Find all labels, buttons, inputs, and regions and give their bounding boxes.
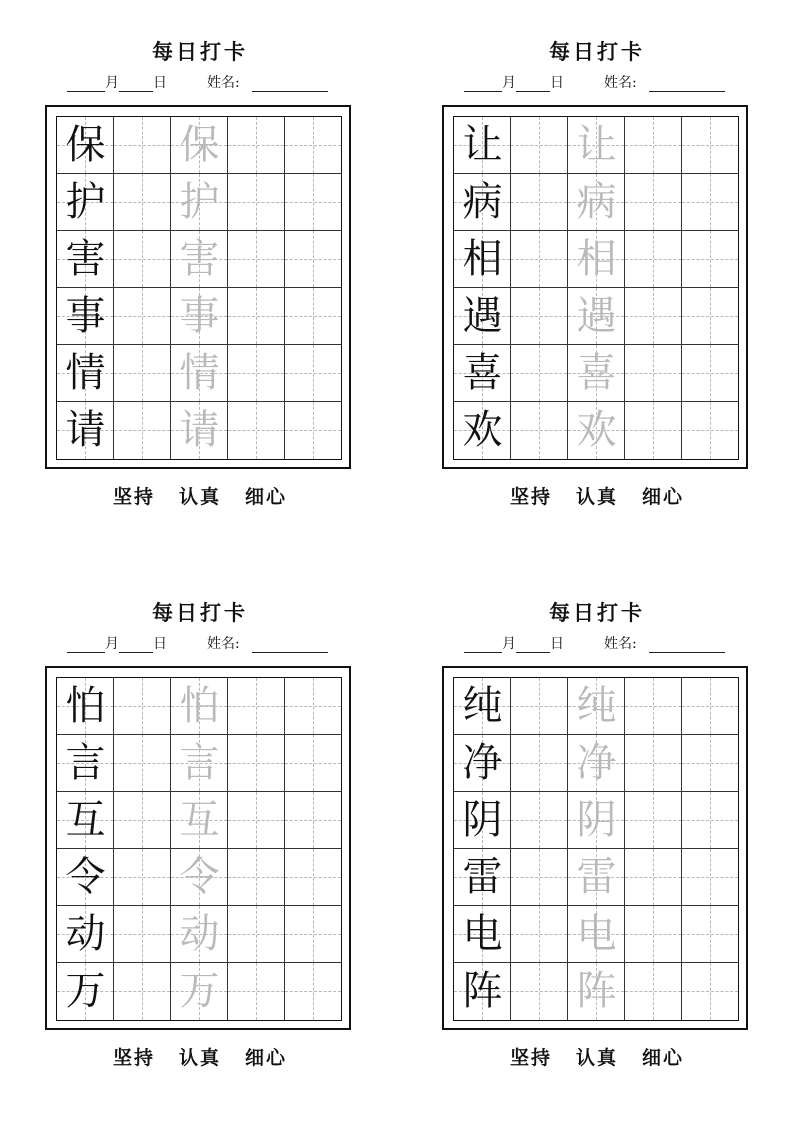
day-label: 日 <box>550 75 564 91</box>
practice-frame <box>442 105 748 469</box>
writing-cell[interactable] <box>625 906 682 963</box>
writing-cell[interactable] <box>114 288 171 345</box>
trace-character-cell[interactable] <box>171 117 228 174</box>
model-character-cell <box>57 735 114 792</box>
model-character: 相 <box>462 236 503 282</box>
practice-row <box>57 402 341 459</box>
writing-cell[interactable] <box>114 678 171 735</box>
model-character: 情 <box>65 350 106 396</box>
model-character: 言 <box>65 740 106 786</box>
writing-cell[interactable] <box>511 402 568 459</box>
trace-character: 事 <box>179 293 220 339</box>
writing-cell[interactable] <box>682 849 738 906</box>
model-character-cell <box>454 792 511 849</box>
model-character: 事 <box>65 293 106 339</box>
writing-cell[interactable] <box>228 231 285 288</box>
model-character: 阴 <box>462 797 503 843</box>
trace-character: 雷 <box>576 854 617 900</box>
model-character-cell <box>57 792 114 849</box>
writing-cell[interactable] <box>682 288 738 345</box>
writing-cell[interactable] <box>114 792 171 849</box>
writing-cell[interactable] <box>228 678 285 735</box>
writing-cell[interactable] <box>114 963 171 1020</box>
writing-cell[interactable] <box>625 402 682 459</box>
trace-character: 喜 <box>576 350 617 396</box>
card-title: 每日打卡 <box>549 600 645 625</box>
trace-character: 欢 <box>576 407 617 453</box>
day-label: 日 <box>153 636 167 652</box>
motto-word: 坚持 <box>509 486 552 508</box>
writing-cell[interactable] <box>511 288 568 345</box>
writing-cell[interactable] <box>511 678 568 735</box>
motto-word: 认真 <box>575 486 618 508</box>
model-character-cell <box>454 174 511 231</box>
writing-cell[interactable] <box>228 117 285 174</box>
model-character: 动 <box>65 911 106 957</box>
writing-cell[interactable] <box>114 117 171 174</box>
practice-row <box>57 735 341 792</box>
practice-row <box>454 963 738 1020</box>
writing-cell[interactable] <box>285 849 341 906</box>
writing-cell[interactable] <box>625 231 682 288</box>
writing-cell[interactable] <box>682 174 738 231</box>
writing-cell[interactable] <box>285 678 341 735</box>
model-character-cell <box>57 345 114 402</box>
writing-cell[interactable] <box>228 792 285 849</box>
practice-row <box>57 678 341 735</box>
practice-row <box>57 288 341 345</box>
trace-character-cell[interactable] <box>568 849 625 906</box>
practice-row <box>454 849 738 906</box>
date-name-line <box>67 633 328 653</box>
model-character: 让 <box>462 122 503 168</box>
writing-cell[interactable] <box>114 735 171 792</box>
model-character: 净 <box>462 740 503 786</box>
model-character: 雷 <box>462 854 503 900</box>
practice-frame <box>442 666 748 1030</box>
month-label: 月 <box>502 636 516 652</box>
practice-row <box>57 963 341 1020</box>
date-name-line <box>464 72 725 92</box>
practice-card <box>45 561 355 1081</box>
writing-cell[interactable] <box>625 174 682 231</box>
model-character: 欢 <box>462 407 503 453</box>
month-blank[interactable] <box>464 76 502 92</box>
model-character: 病 <box>462 179 503 225</box>
practice-card <box>45 0 355 520</box>
name-blank[interactable] <box>252 637 328 653</box>
writing-cell[interactable] <box>625 963 682 1020</box>
trace-character-cell[interactable] <box>568 231 625 288</box>
model-character: 万 <box>65 968 106 1014</box>
writing-cell[interactable] <box>682 906 738 963</box>
writing-cell[interactable] <box>285 174 341 231</box>
name-blank[interactable] <box>649 637 725 653</box>
trace-character: 护 <box>179 179 220 225</box>
practice-row <box>454 402 738 459</box>
model-character-cell <box>454 345 511 402</box>
month-label: 月 <box>105 636 119 652</box>
trace-character: 相 <box>576 236 617 282</box>
trace-character-cell[interactable] <box>171 174 228 231</box>
writing-cell[interactable] <box>511 792 568 849</box>
practice-row <box>57 174 341 231</box>
writing-cell[interactable] <box>625 117 682 174</box>
practice-row <box>454 678 738 735</box>
trace-character-cell[interactable] <box>568 963 625 1020</box>
motto-line <box>442 482 752 509</box>
day-blank[interactable] <box>119 76 153 92</box>
model-character: 害 <box>65 236 106 282</box>
motto-word: 坚持 <box>112 486 155 508</box>
practice-card <box>442 0 752 520</box>
writing-cell[interactable] <box>285 792 341 849</box>
trace-character-cell[interactable] <box>568 288 625 345</box>
tianzige-grid <box>453 677 739 1021</box>
tianzige-grid <box>453 116 739 460</box>
model-character: 纯 <box>462 683 503 729</box>
model-character: 遇 <box>462 293 503 339</box>
trace-character-cell[interactable] <box>171 906 228 963</box>
practice-row <box>454 117 738 174</box>
trace-character: 令 <box>179 854 220 900</box>
writing-cell[interactable] <box>228 174 285 231</box>
trace-character: 净 <box>576 740 617 786</box>
trace-character-cell[interactable] <box>171 288 228 345</box>
model-character: 阵 <box>462 968 503 1014</box>
writing-cell[interactable] <box>285 288 341 345</box>
writing-cell[interactable] <box>511 735 568 792</box>
model-character: 怕 <box>65 683 106 729</box>
trace-character-cell[interactable] <box>568 402 625 459</box>
model-character-cell <box>454 678 511 735</box>
model-character: 保 <box>65 122 106 168</box>
model-character: 护 <box>65 179 106 225</box>
practice-row <box>57 117 341 174</box>
trace-character-cell[interactable] <box>568 735 625 792</box>
trace-character: 纯 <box>576 683 617 729</box>
model-character-cell <box>454 906 511 963</box>
writing-cell[interactable] <box>625 792 682 849</box>
trace-character-cell[interactable] <box>171 963 228 1020</box>
model-character-cell <box>454 117 511 174</box>
trace-character: 电 <box>576 911 617 957</box>
name-label: 姓名: <box>207 75 240 91</box>
practice-card <box>442 561 752 1081</box>
writing-cell[interactable] <box>114 402 171 459</box>
trace-character-cell[interactable] <box>568 906 625 963</box>
trace-character-cell[interactable] <box>568 792 625 849</box>
practice-row <box>57 792 341 849</box>
writing-cell[interactable] <box>228 345 285 402</box>
writing-cell[interactable] <box>114 174 171 231</box>
trace-character-cell[interactable] <box>171 231 228 288</box>
trace-character: 情 <box>179 350 220 396</box>
trace-character: 保 <box>179 122 220 168</box>
trace-character-cell[interactable] <box>171 735 228 792</box>
writing-cell[interactable] <box>682 735 738 792</box>
writing-cell[interactable] <box>285 117 341 174</box>
writing-cell[interactable] <box>511 345 568 402</box>
practice-frame <box>45 105 351 469</box>
writing-cell[interactable] <box>285 963 341 1020</box>
practice-row <box>454 345 738 402</box>
trace-character-cell[interactable] <box>171 849 228 906</box>
model-character-cell <box>57 231 114 288</box>
writing-cell[interactable] <box>114 345 171 402</box>
model-character-cell <box>57 849 114 906</box>
writing-cell[interactable] <box>682 345 738 402</box>
model-character-cell <box>57 117 114 174</box>
writing-cell[interactable] <box>228 402 285 459</box>
practice-row <box>454 288 738 345</box>
tianzige-grid <box>56 116 342 460</box>
motto-word: 细心 <box>642 486 685 508</box>
month-label: 月 <box>502 75 516 91</box>
trace-character: 害 <box>179 236 220 282</box>
trace-character: 互 <box>179 797 220 843</box>
trace-character-cell[interactable] <box>568 117 625 174</box>
writing-cell[interactable] <box>228 735 285 792</box>
day-blank[interactable] <box>516 637 550 653</box>
month-blank[interactable] <box>464 637 502 653</box>
writing-cell[interactable] <box>511 906 568 963</box>
practice-row <box>454 174 738 231</box>
motto-word: 细心 <box>642 1047 685 1069</box>
writing-cell[interactable] <box>511 963 568 1020</box>
practice-row <box>57 849 341 906</box>
trace-character: 阵 <box>576 968 617 1014</box>
card-title: 每日打卡 <box>152 39 248 64</box>
writing-cell[interactable] <box>682 117 738 174</box>
motto-word: 认真 <box>178 486 221 508</box>
date-name-line <box>67 72 328 92</box>
month-blank[interactable] <box>67 76 105 92</box>
motto-word: 坚持 <box>112 1047 155 1069</box>
model-character-cell <box>57 963 114 1020</box>
trace-character-cell[interactable] <box>171 345 228 402</box>
writing-cell[interactable] <box>625 735 682 792</box>
month-label: 月 <box>105 75 119 91</box>
trace-character-cell[interactable] <box>568 678 625 735</box>
month-blank[interactable] <box>67 637 105 653</box>
trace-character-cell[interactable] <box>568 174 625 231</box>
writing-cell[interactable] <box>511 231 568 288</box>
model-character: 喜 <box>462 350 503 396</box>
tianzige-grid <box>56 677 342 1021</box>
name-blank[interactable] <box>252 76 328 92</box>
writing-cell[interactable] <box>285 735 341 792</box>
name-blank[interactable] <box>649 76 725 92</box>
date-name-line <box>464 633 725 653</box>
writing-cell[interactable] <box>114 906 171 963</box>
model-character: 令 <box>65 854 106 900</box>
writing-cell[interactable] <box>625 678 682 735</box>
model-character-cell <box>454 288 511 345</box>
trace-character: 言 <box>179 740 220 786</box>
trace-character-cell[interactable] <box>568 345 625 402</box>
trace-character: 病 <box>576 179 617 225</box>
practice-row <box>57 345 341 402</box>
motto-word: 细心 <box>245 1047 288 1069</box>
trace-character: 让 <box>576 122 617 168</box>
writing-cell[interactable] <box>682 963 738 1020</box>
model-character-cell <box>57 174 114 231</box>
motto-word: 认真 <box>178 1047 221 1069</box>
day-label: 日 <box>550 636 564 652</box>
name-label: 姓名: <box>604 636 637 652</box>
day-blank[interactable] <box>516 76 550 92</box>
practice-row <box>454 792 738 849</box>
writing-cell[interactable] <box>682 402 738 459</box>
writing-cell[interactable] <box>625 288 682 345</box>
trace-character: 怕 <box>179 683 220 729</box>
day-blank[interactable] <box>119 637 153 653</box>
writing-cell[interactable] <box>682 792 738 849</box>
writing-cell[interactable] <box>625 345 682 402</box>
writing-cell[interactable] <box>228 963 285 1020</box>
writing-cell[interactable] <box>511 849 568 906</box>
writing-cell[interactable] <box>682 231 738 288</box>
model-character-cell <box>454 735 511 792</box>
practice-row <box>57 906 341 963</box>
model-character-cell <box>454 963 511 1020</box>
writing-cell[interactable] <box>511 117 568 174</box>
motto-word: 坚持 <box>509 1047 552 1069</box>
trace-character: 遇 <box>576 293 617 339</box>
practice-row <box>57 231 341 288</box>
model-character-cell <box>57 288 114 345</box>
writing-cell[interactable] <box>285 906 341 963</box>
trace-character-cell[interactable] <box>171 792 228 849</box>
writing-cell[interactable] <box>285 345 341 402</box>
card-title: 每日打卡 <box>152 600 248 625</box>
day-label: 日 <box>153 75 167 91</box>
writing-cell[interactable] <box>625 849 682 906</box>
model-character: 请 <box>65 407 106 453</box>
trace-character: 请 <box>179 407 220 453</box>
motto-word: 认真 <box>575 1047 618 1069</box>
model-character: 互 <box>65 797 106 843</box>
practice-frame <box>45 666 351 1030</box>
model-character: 电 <box>462 911 503 957</box>
writing-cell[interactable] <box>114 231 171 288</box>
model-character-cell <box>57 906 114 963</box>
trace-character-cell[interactable] <box>171 678 228 735</box>
model-character-cell <box>57 678 114 735</box>
trace-character: 万 <box>179 968 220 1014</box>
motto-line <box>442 1043 752 1070</box>
writing-cell[interactable] <box>285 402 341 459</box>
name-label: 姓名: <box>604 75 637 91</box>
trace-character: 动 <box>179 911 220 957</box>
motto-line <box>45 482 355 509</box>
writing-cell[interactable] <box>285 231 341 288</box>
writing-cell[interactable] <box>228 906 285 963</box>
model-character-cell <box>57 402 114 459</box>
model-character-cell <box>454 849 511 906</box>
practice-row <box>454 735 738 792</box>
trace-character-cell[interactable] <box>171 402 228 459</box>
writing-cell[interactable] <box>682 678 738 735</box>
name-label: 姓名: <box>207 636 240 652</box>
practice-row <box>454 906 738 963</box>
trace-character: 阴 <box>576 797 617 843</box>
writing-cell[interactable] <box>228 288 285 345</box>
model-character-cell <box>454 231 511 288</box>
practice-row <box>454 231 738 288</box>
writing-cell[interactable] <box>511 174 568 231</box>
writing-cell[interactable] <box>114 849 171 906</box>
model-character-cell <box>454 402 511 459</box>
motto-line <box>45 1043 355 1070</box>
card-title: 每日打卡 <box>549 39 645 64</box>
writing-cell[interactable] <box>228 849 285 906</box>
motto-word: 细心 <box>245 486 288 508</box>
